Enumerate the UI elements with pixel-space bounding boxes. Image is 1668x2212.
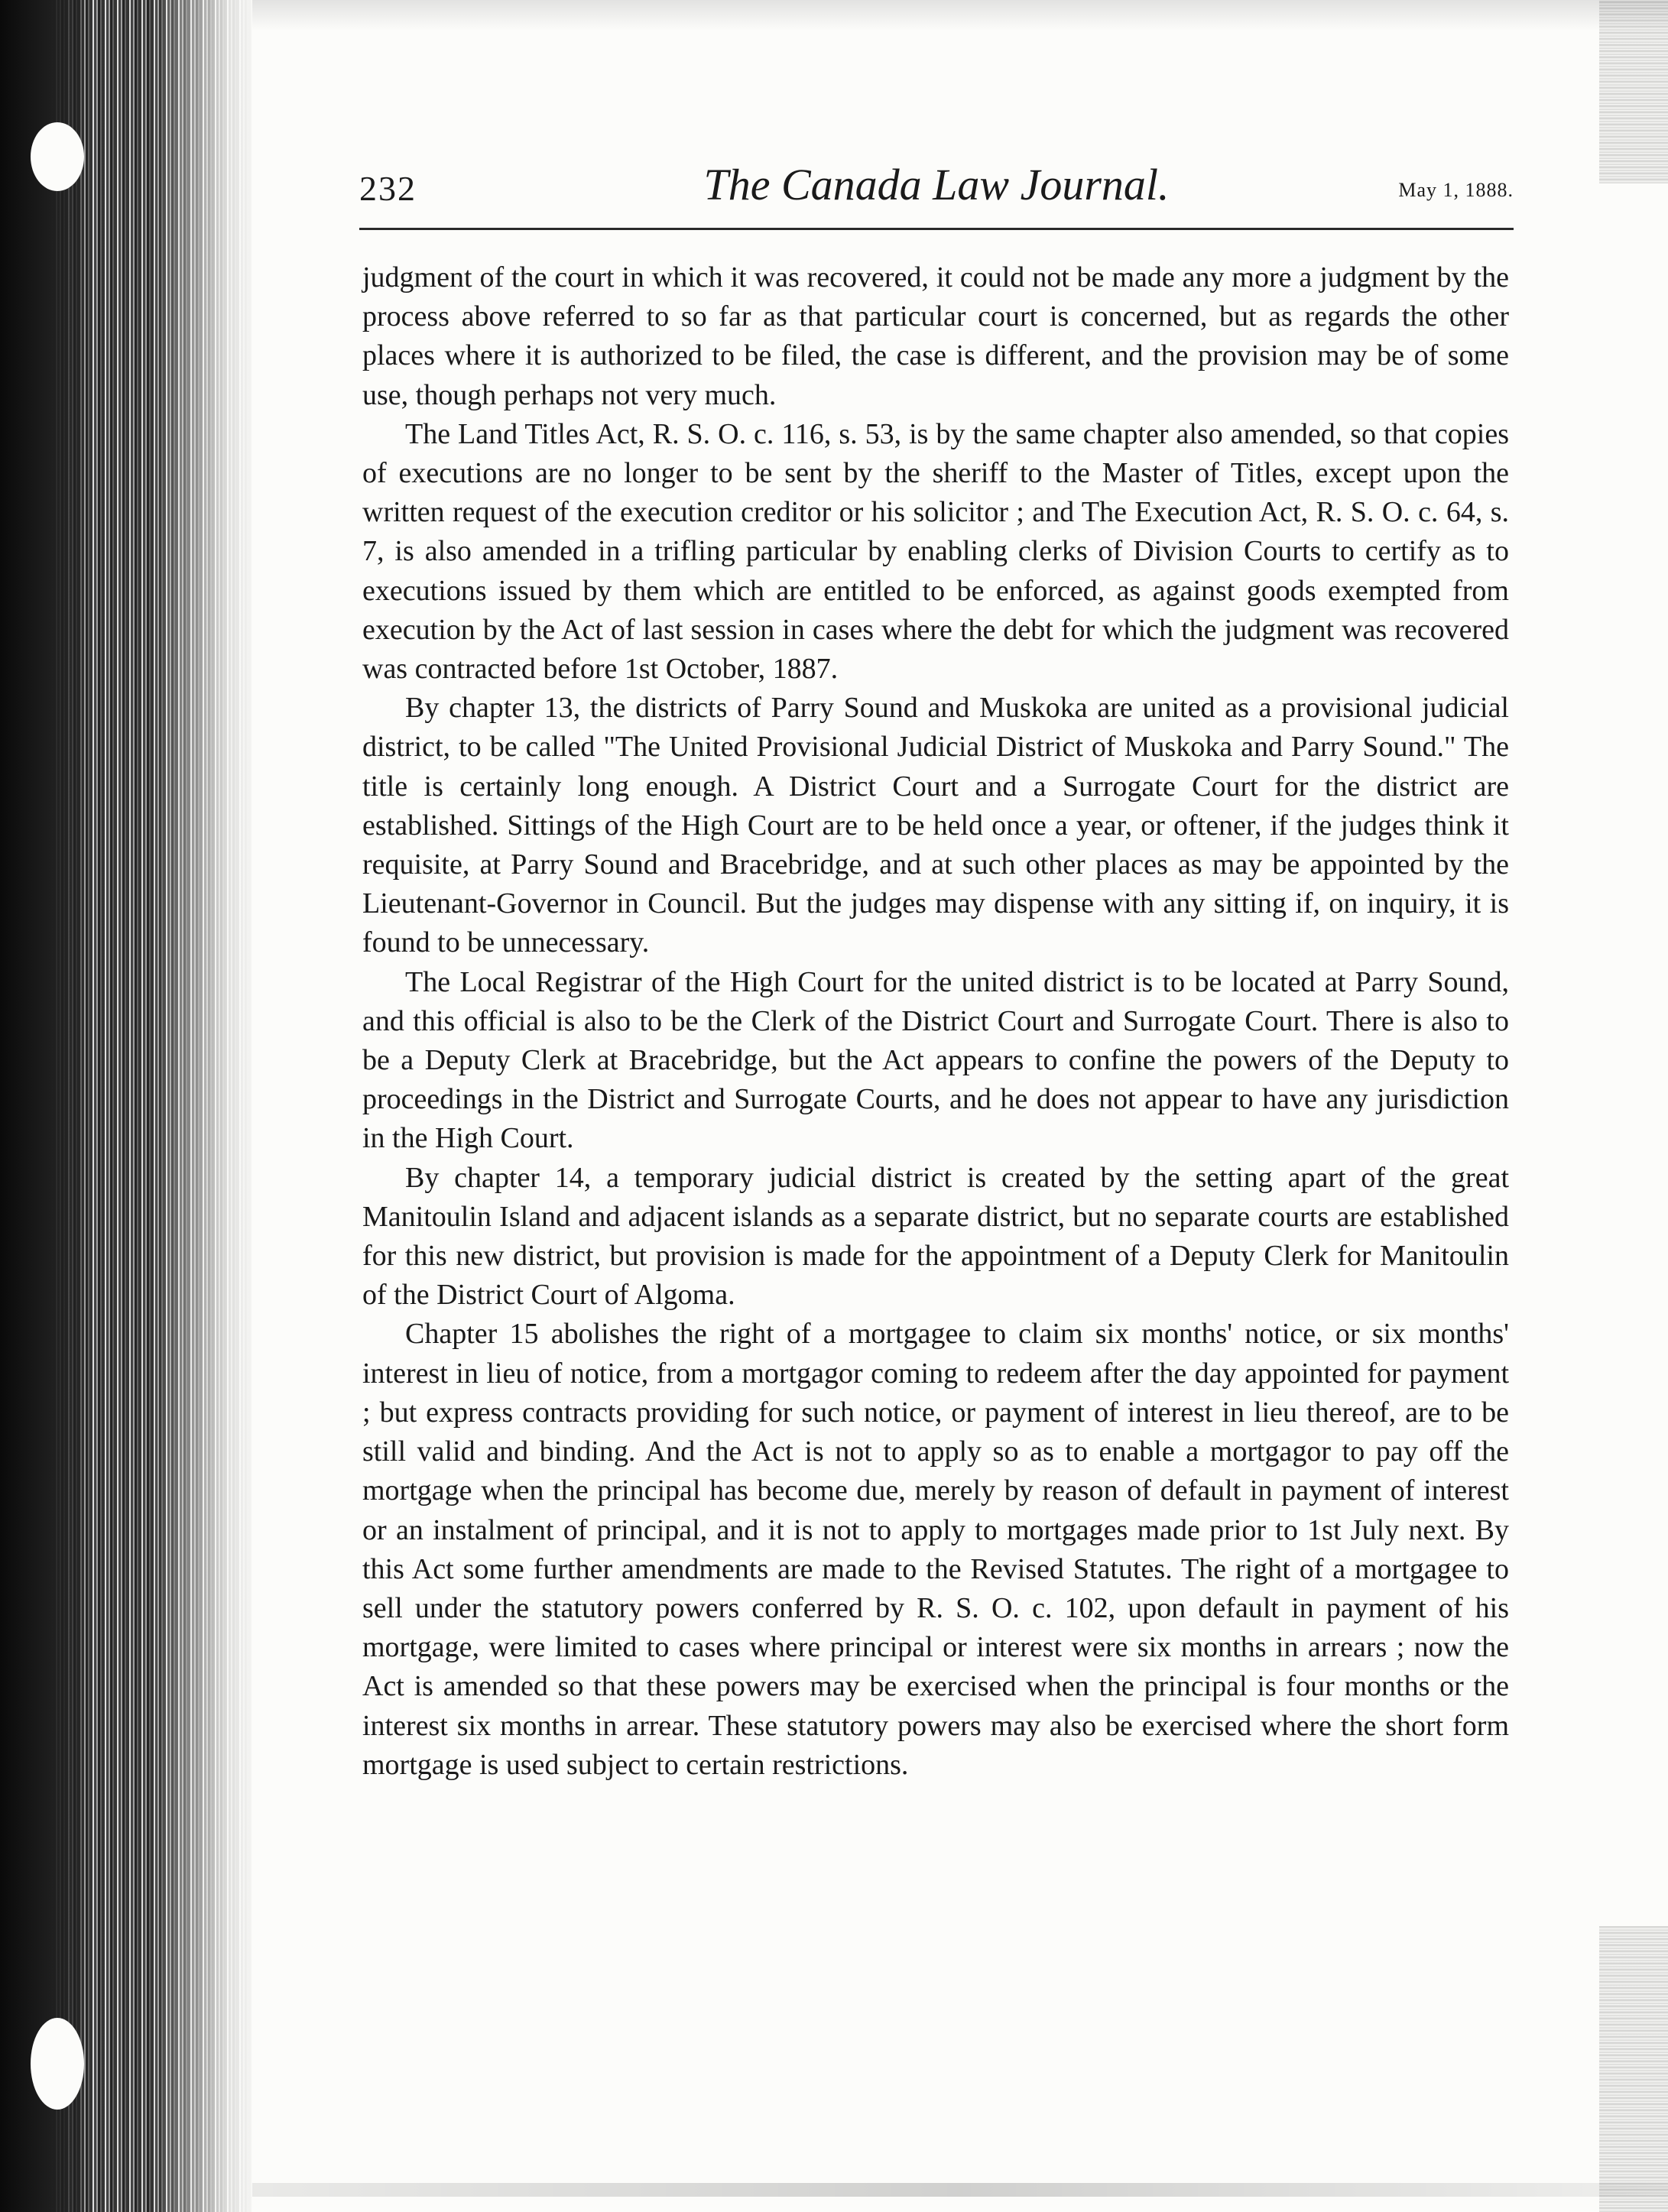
binding-fade xyxy=(153,0,260,2212)
article-body xyxy=(362,258,1509,1785)
scan-bottom-edge xyxy=(252,2183,1668,2197)
paragraph: By chapter 13, the districts of Parry Sound and Muskoka are united as a provisional judicial district, to be called "The United Provisional Judicial District of Muskoka and Parry Sound." The title is certainly long enough. A District Court and a Surrogate Court for the district are established. Sittings of the High Court are to be held once a year, or oftener, if the judges think it requisite, at Parry Sound and Bracebridge, and at such other places as may be appointed by the Lieutenant-Governor in Council. But the judges may dispense with any sitting if, on inquiry, it is found to be unnecessary. xyxy=(362,692,1509,959)
paragraph: The Local Registrar of the High Court for the united district is to be located at Parry Sound, and this official is also to be the Clerk of the District Court and Surrogate Court. There is also to be a Deputy Clerk at Bracebridge, but the Act appears to confine the powers of the Deputy to proceedings in the District and Surrogate Courts, and he does not appear to have any jurisdiction in the High Court. xyxy=(362,965,1509,1155)
binding-shadow xyxy=(0,0,84,2212)
paragraph: By chapter 14, a temporary judicial district is created by the setting apart of the great Manitoulin Island and adjacent islands as a separate district, but no separate courts are established for this new district, but provision is made for the appointment of a Deputy Clerk for Manitoulin of the District Court of Algoma. xyxy=(362,1161,1509,1312)
scan-speckle xyxy=(1599,1926,1668,2212)
journal-title: The Canada Law Journal. xyxy=(703,160,1170,209)
running-header xyxy=(359,153,1514,214)
issue-date: May 1, 1888. xyxy=(1398,179,1514,201)
header-rule xyxy=(359,228,1514,230)
scan-speckle xyxy=(1599,0,1668,183)
binding-spot xyxy=(31,122,84,191)
scan-top-edge xyxy=(252,0,1668,31)
page-number: 232 xyxy=(359,169,417,208)
paragraph: judgment of the court in which it was recovered, it could not be made any more a judgment by the process above referred to so far as that particular court is concerned, but as regards the other places where it is authorized to be filed, the case is different, and the provision may be of some use, though perhaps not very much. xyxy=(362,261,1509,411)
binding-spot xyxy=(31,2018,84,2110)
paragraph: Chapter 15 abolishes the right of a mortgagee to claim six months' notice, or six months' interest in lieu of notice, from a mortgagor coming to redeem after the day appointed for payment ; but express contracts providing for such notice, or payment of interest in lieu thereof, are to be still valid and binding. And the Act is not to apply so as to enable a mortgagor to pay off the mortgage when the principal has become due, merely by reason of default in payment of interest or an instalment of principal, and it is not to apply to mortgages made prior to 1st July next. By this Act some further amendments are made to the Revised Statutes. The right of a mortgagee to sell under the statutory powers conferred by R. S. O. c. 102, upon default in payment of his mortgage, were limited to cases where principal or interest were six months in arrears ; now the Act is amended so that these powers may be exercised when the principal is four months or the interest six months in arrear. These statutory powers may also be exercised where the short form mortgage is used subject to certain restrictions. xyxy=(362,1318,1509,1781)
paragraph: The Land Titles Act, R. S. O. c. 116, s. 53, is by the same chapter also amended, so that copies of executions are no longer to be sent by the sheriff to the Master of Titles, except upon the written request of the execution creditor or his solicitor ; and The Execution Act, R. S. O. c. 64, s. 7, is also amended in a trifling particular by enabling clerks of Division Courts to certify as to executions issued by them which are entitled to be enforced, as against goods exempted from execution by the Act of last session in cases where the debt for which the judgment was recovered was contracted before 1st October, 1887. xyxy=(362,417,1509,686)
